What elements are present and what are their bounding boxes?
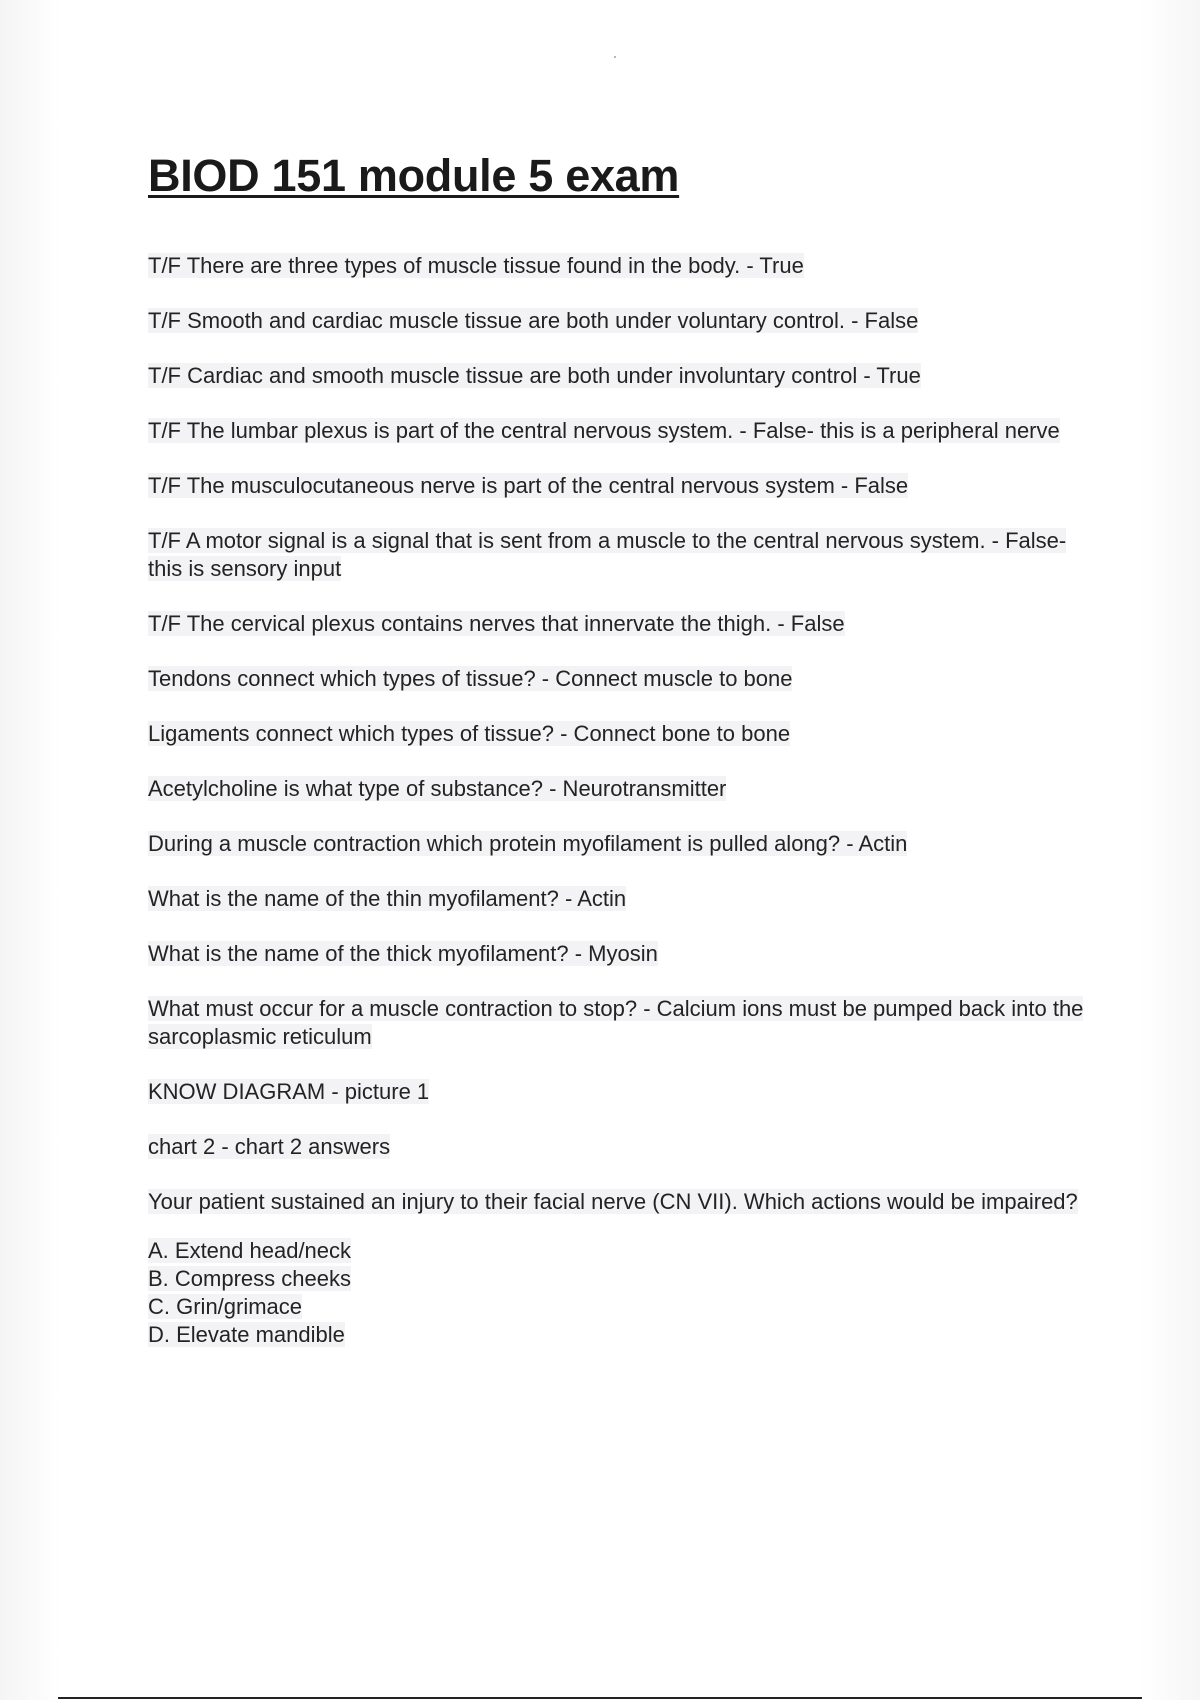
question-text: T/F The cervical plexus contains nerves that innervate the thigh. - False — [148, 611, 845, 636]
option-c — [148, 1293, 1098, 1321]
question-text: chart 2 - chart 2 answers — [148, 1134, 391, 1159]
question-item — [148, 1133, 1098, 1161]
document-content — [148, 148, 1098, 1349]
question-item — [148, 307, 1098, 335]
option-b — [148, 1265, 1098, 1293]
question-text: What must occur for a muscle contraction to stop? - Calcium ions must be pumped back into the sarcoplasmic reticulum — [148, 996, 1084, 1049]
question-text: Ligaments connect which types of tissue? - Connect bone to bone — [148, 721, 791, 746]
question-item — [148, 885, 1098, 913]
question-item — [148, 1078, 1098, 1106]
option-text: A. Extend head/neck — [148, 1238, 352, 1263]
question-item — [148, 830, 1098, 858]
question-item — [148, 1188, 1098, 1216]
option-text: D. Elevate mandible — [148, 1322, 345, 1347]
footer-rule — [58, 1697, 1142, 1699]
question-text: During a muscle contraction which protein myofilament is pulled along? - Actin — [148, 831, 908, 856]
question-item — [148, 252, 1098, 280]
question-text: T/F The musculocutaneous nerve is part of the central nervous system - False — [148, 473, 909, 498]
answer-options — [148, 1237, 1098, 1349]
option-text: C. Grin/grimace — [148, 1294, 303, 1319]
option-a — [148, 1237, 1098, 1265]
question-text: Acetylcholine is what type of substance? - Neurotransmitter — [148, 776, 727, 801]
question-item — [148, 417, 1098, 445]
question-item — [148, 527, 1098, 583]
question-item — [148, 472, 1098, 500]
question-item — [148, 720, 1098, 748]
scan-speck — [614, 56, 616, 58]
question-list — [148, 252, 1098, 1216]
question-text: What is the name of the thick myofilament? - Myosin — [148, 941, 658, 966]
question-text: T/F A motor signal is a signal that is sent from a muscle to the central nervous system. - False- this is sensory input — [148, 528, 1067, 581]
question-item — [148, 940, 1098, 968]
option-d — [148, 1321, 1098, 1349]
question-text: Your patient sustained an injury to their facial nerve (CN VII). Which actions would be impaired? — [148, 1189, 1078, 1214]
question-item — [148, 775, 1098, 803]
question-text: Tendons connect which types of tissue? - Connect muscle to bone — [148, 666, 793, 691]
question-text: T/F Cardiac and smooth muscle tissue are both under involuntary control - True — [148, 363, 921, 388]
page-title: BIOD 151 module 5 exam — [148, 150, 680, 201]
question-text: What is the name of the thin myofilament? - Actin — [148, 886, 627, 911]
option-text: B. Compress cheeks — [148, 1266, 351, 1291]
question-text: T/F Smooth and cardiac muscle tissue are both under voluntary control. - False — [148, 308, 919, 333]
question-item — [148, 665, 1098, 693]
question-item — [148, 610, 1098, 638]
question-item — [148, 995, 1098, 1051]
question-item — [148, 362, 1098, 390]
question-text: T/F There are three types of muscle tissue found in the body. - True — [148, 253, 804, 278]
question-text: T/F The lumbar plexus is part of the central nervous system. - False- this is a peripheral nerve — [148, 418, 1060, 443]
question-text: KNOW DIAGRAM - picture 1 — [148, 1079, 430, 1104]
